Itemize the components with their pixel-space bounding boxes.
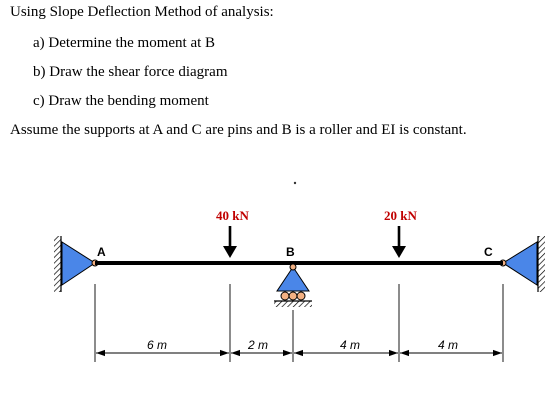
span-label-2: 2 m [248,338,269,352]
span-label-1: 6 m [147,338,168,352]
roller-wheel-icon [297,292,305,300]
question-heading: Using Slope Deflection Method of analysis: [10,4,274,20]
pin-support-c [503,242,537,285]
pin-support-a [62,242,95,285]
beam [95,261,503,265]
roller-support-b [274,264,312,307]
right-wall-hatch [538,236,545,292]
assumption-text: Assume the supports at A and C are pins and B is a roller and EI is constant. [10,122,467,138]
load-label-20kn: 20 kN [384,208,417,223]
support-label-a: A [97,245,106,259]
stray-dot [294,182,296,184]
question-part-b: b) Draw the shear force diagram [33,64,228,80]
load-40kn [223,226,237,258]
support-label-c: C [484,245,493,259]
roller-wheel-icon [281,292,289,300]
load-arrow-icon [392,246,406,258]
span-label-3: 4 m [340,338,361,352]
left-wall-hatch [54,236,61,292]
question-part-a: a) Determine the moment at B [33,35,216,51]
load-arrow-icon [223,246,237,258]
roller-wheel-icon [289,292,297,300]
load-label-40kn: 40 kN [216,208,249,223]
support-label-b: B [286,245,295,259]
load-20kn [392,226,406,258]
span-label-4: 4 m [438,338,459,352]
question-part-c: c) Draw the bending moment [33,93,209,109]
